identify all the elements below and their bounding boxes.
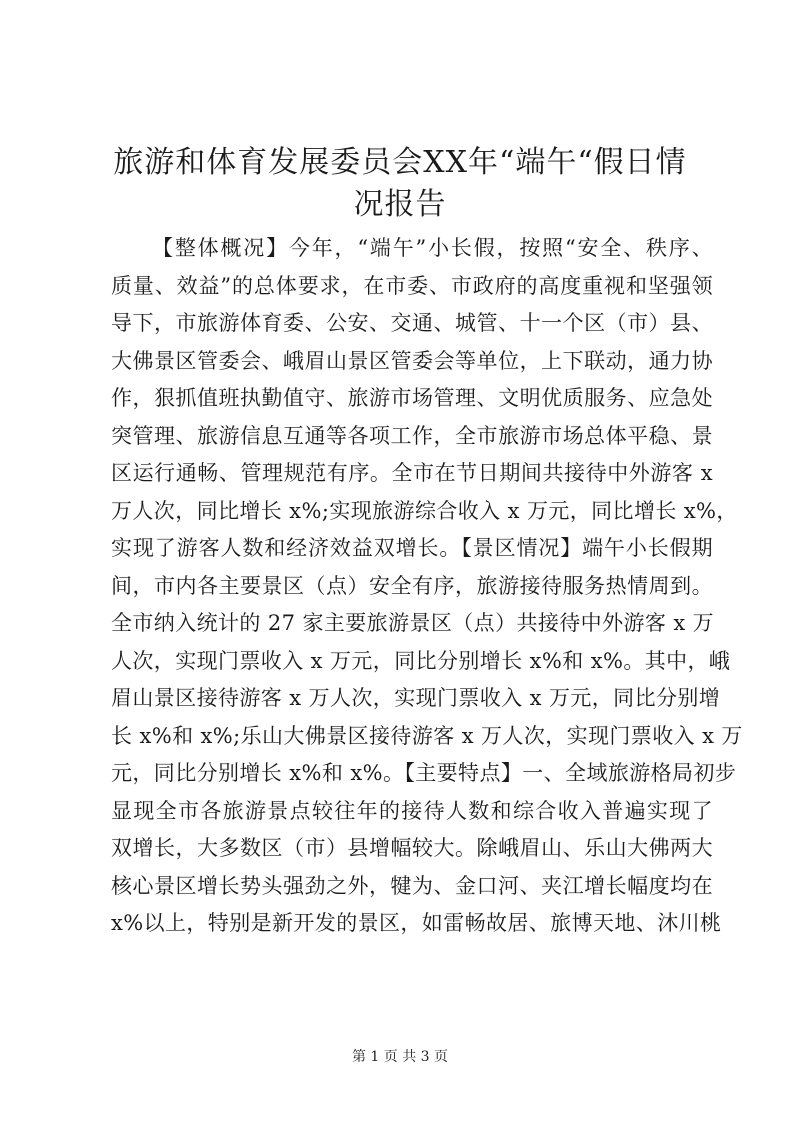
document-title <box>100 142 700 226</box>
body-line: 双增长，大多数区（市）县增幅较大。除峨眉山、乐山大佛两大 <box>111 836 713 860</box>
body-line: 全市纳入统计的 27 家主要旅游景区（点）共接待中外游客 x 万 <box>111 611 715 635</box>
body-line: 万人次，同比增长 x%;实现旅游综合收入 x 万元，同比增长 x%， <box>111 498 738 523</box>
body-line: x%以上，特别是新开发的景区，如雷畅故居、旅博天地、沐川桃 <box>111 911 722 935</box>
body-line: 长 x%和 x%;乐山大佛景区接待游客 x 万人次，实现门票收入 x 万 <box>111 723 743 748</box>
body-line: 间，市内各主要景区（点）安全有序，旅游接待服务热情周到。 <box>111 573 713 598</box>
body-line: 人次，实现门票收入 x 万元，同比分别增长 x%和 x%。其中，峨 <box>111 648 731 673</box>
body-line: 【整体概况】今年，“端午”小长假，按照“安全、秩序、 <box>152 236 713 260</box>
body-line: 质量、效益”的总体要求，在市委、市政府的高度重视和坚强领 <box>111 273 713 298</box>
body-line: 区运行通畅、管理规范有序。全市在节日期间共接待中外游客 x <box>111 461 713 485</box>
body-line: 突管理、旅游信息互通等各项工作，全市旅游市场总体平稳、景 <box>111 423 713 448</box>
body-line: 导下，市旅游体育委、公安、交通、城管、十一个区（市）县、 <box>111 311 713 335</box>
document-body <box>111 230 743 943</box>
body-line: 大佛景区管委会、峨眉山景区管委会等单位，上下联动，通力协 <box>111 348 713 373</box>
body-line: 核心景区增长势头强劲之外，犍为、金口河、夹江增长幅度均在 <box>111 873 713 898</box>
body-line: 元，同比分别增长 x%和 x%。【主要特点】一、全域旅游格局初步 <box>111 761 737 785</box>
body-line: 眉山景区接待游客 x 万人次，实现门票收入 x 万元，同比分别增 <box>111 686 721 710</box>
body-line: 作，狠抓值班执勤值守、旅游市场管理、文明优质服务、应急处 <box>111 386 713 410</box>
page-footer: 第 1 页 共 3 页 <box>351 1049 449 1065</box>
document-title-line-2: 况报告 <box>353 187 447 222</box>
body-line: 显现全市各旅游景点较往年的接待人数和综合收入普遍实现了 <box>111 798 713 823</box>
document-title-line-1: 旅游和体育发展委员会XX年“端午“假日情 <box>113 145 687 180</box>
body-line: 实现了游客人数和经济效益双增长。【景区情况】端午小长假期 <box>111 536 713 560</box>
